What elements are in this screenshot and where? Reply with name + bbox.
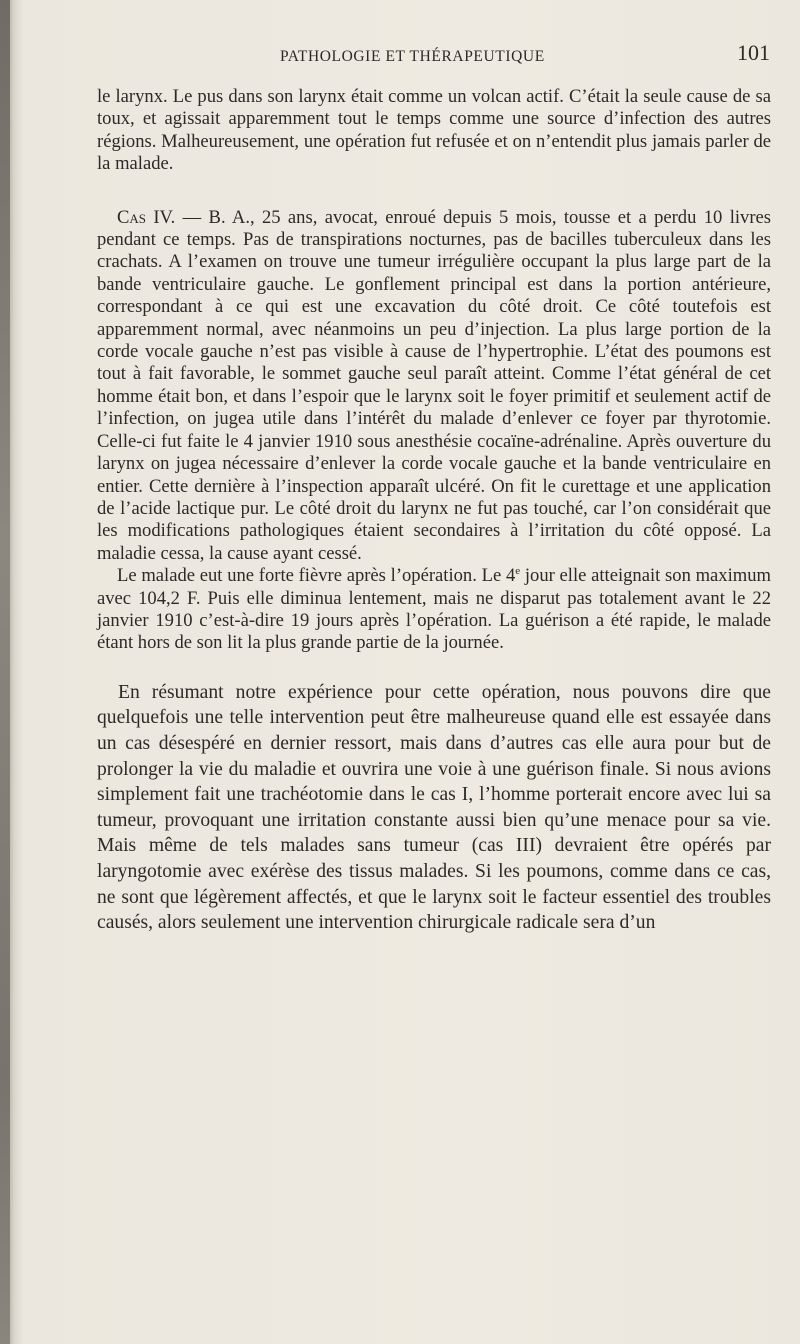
paragraph-text: Le malade eut une forte fièvre après l’opération. Le 4 [117, 565, 516, 587]
paragraph-case-continuation [97, 86, 771, 176]
paragraph-text: En résumant notre expérience pour cette opération, nous pouvons dire que quelquefois une telle intervention peut être malheureuse quand elle est essayée dans un cas désespéré en dernier ressort, mais dans d’autres cas elle aura pour but de prolonger la vie du maladie et ouvrira une voie à une guérison finale. Si nous avions simplement fait une trachéotomie dans le cas I, l’homme porterait encore avec lui sa tumeur, provoquant une irritation constante aussi bien qu’une menace pour sa vie. Mais même de tels malades sans tumeur (cas III) devraient être opérés par laryngotomie avec exérèse des tissus malades. Si les poumons, comme dans ce cas, ne sont que légèrement affectés, et que le larynx soit le facteur essentiel des troubles causés, alors seulement une intervention chirurgicale radicale sera d’un [97, 681, 771, 934]
page-number: 101 [737, 40, 770, 65]
page-binding-edge [0, 0, 10, 1344]
paragraph-text: jour elle atteignait son maximum avec 104,2 F. Puis elle diminua lentement, mais ne disparut pas totalement avant le 22 janvier 1910 c’est-à-dire 19 jours après l’opération. La guérison a été rapide, le malade étant hors de son lit la plus grande partie de la journée. [97, 565, 771, 654]
running-title: PATHOLOGIE ET THÉRAPEUTIQUE [280, 48, 545, 65]
paragraph-postoperative [97, 565, 771, 655]
body-text [97, 86, 771, 936]
paragraph-summary [97, 680, 771, 936]
superscript-e: e [515, 564, 521, 577]
page-header [98, 40, 770, 74]
paragraph-case-iv [97, 207, 771, 566]
paragraph-text: le larynx. Le pus dans son larynx était comme un volcan actif. C’était la seule cause de sa toux, et agissait apparemment tout le temps comme une source d’infection des autres régions. Malheureusement, une opération fut refusée et on n’entendit plus jamais parler de la malade. [97, 86, 771, 175]
case-label: Cas IV. [117, 206, 176, 228]
paragraph-text: — B. A., 25 ans, avocat, enroué depuis 5 mois, tousse et a perdu 10 livres pendant ce temps. Pas de transpirations nocturnes, pas de bacilles tuberculeux dans les crachats. A l’examen on trouve une tumeur irrégulière occupant la plus large part de la bande ventriculaire gauche. Le gonflement principal est dans la portion antérieure, correspondant à ce qui est une excavation du côté droit. Ce côté toutefois est apparemment normal, avec néanmoins un peu d’injection. La plus large portion de la corde vocale gauche n’est pas visible à cause de l’hypertrophie. L’état des poumons est tout à fait favorable, le sommet gauche seul paraît atteint. Comme l’état général de cet homme était bon, et dans l’espoir que le larynx soit le foyer primitif et seulement actif de l’infection, on jugea utile dans l’intérêt du malade d’enlever ce foyer par thyrotomie. Celle-ci fut faite le 4 janvier 1910 sous anesthésie cocaïne-adrénaline. Après ouverture du larynx on jugea nécessaire d’enlever la corde vocale gauche et la bande ventriculaire en entier. Cette dernière à l’inspection apparaît ulcéré. On fit le curettage et une application de l’acide lactique pur. Le côté droit du larynx ne fut pas touché, car l’on considérait que les modifications pathologiques étaient secondaires à l’irritation du côté opposé. La maladie cessa, la cause ayant cessé. [97, 206, 772, 564]
